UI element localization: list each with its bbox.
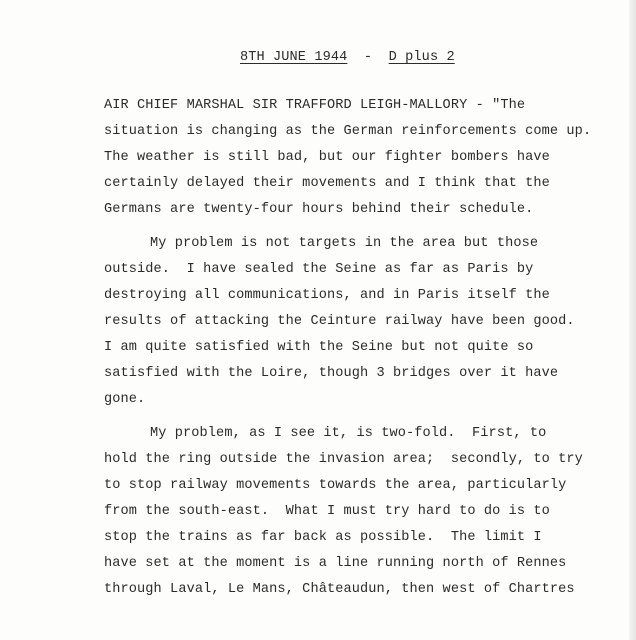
text-line: My problem is not targets in the area but those [150, 236, 539, 251]
text-line: results of attacking the Ceinture railway have been good. [104, 314, 575, 329]
text-line: outside. I have sealed the Seine as far as Paris by [104, 262, 534, 277]
heading-date: 8TH JUNE 1944 [240, 50, 348, 65]
heading-separator: - [363, 50, 373, 65]
text-line: certainly delayed their movements and I think that the [104, 176, 550, 191]
text-line: AIR CHIEF MARSHAL SIR TRAFFORD LEIGH-MALLORY - "The [104, 98, 526, 113]
document-heading [240, 50, 455, 65]
text-line: My problem, as I see it, is two-fold. First, to [150, 426, 547, 441]
text-line: stop the trains as far back as possible. The limit I [104, 530, 542, 545]
text-line: have set at the moment is a line running north of Rennes [104, 556, 567, 571]
text-line: Germans are twenty-four hours behind their schedule. [104, 202, 534, 217]
text-line: I am quite satisfied with the Seine but not quite so [104, 340, 534, 355]
text-line: from the south-east. What I must try hard to do is to [104, 504, 550, 519]
text-line: to stop railway movements towards the area, particularly [104, 478, 567, 493]
page-edge-shadow [629, 0, 636, 640]
text-line: through Laval, Le Mans, Châteaudun, then west of Chartres [104, 582, 575, 597]
heading-day: D plus 2 [388, 50, 455, 65]
text-line: The weather is still bad, but our fighter bombers have [104, 150, 550, 165]
text-line: destroying all communications, and in Paris itself the [104, 288, 550, 303]
text-line: satisfied with the Loire, though 3 bridges over it have [104, 366, 559, 381]
text-line: situation is changing as the German reinforcements come up. [104, 124, 592, 139]
text-line: hold the ring outside the invasion area; secondly, to try [104, 452, 583, 467]
text-line: gone. [104, 392, 146, 407]
